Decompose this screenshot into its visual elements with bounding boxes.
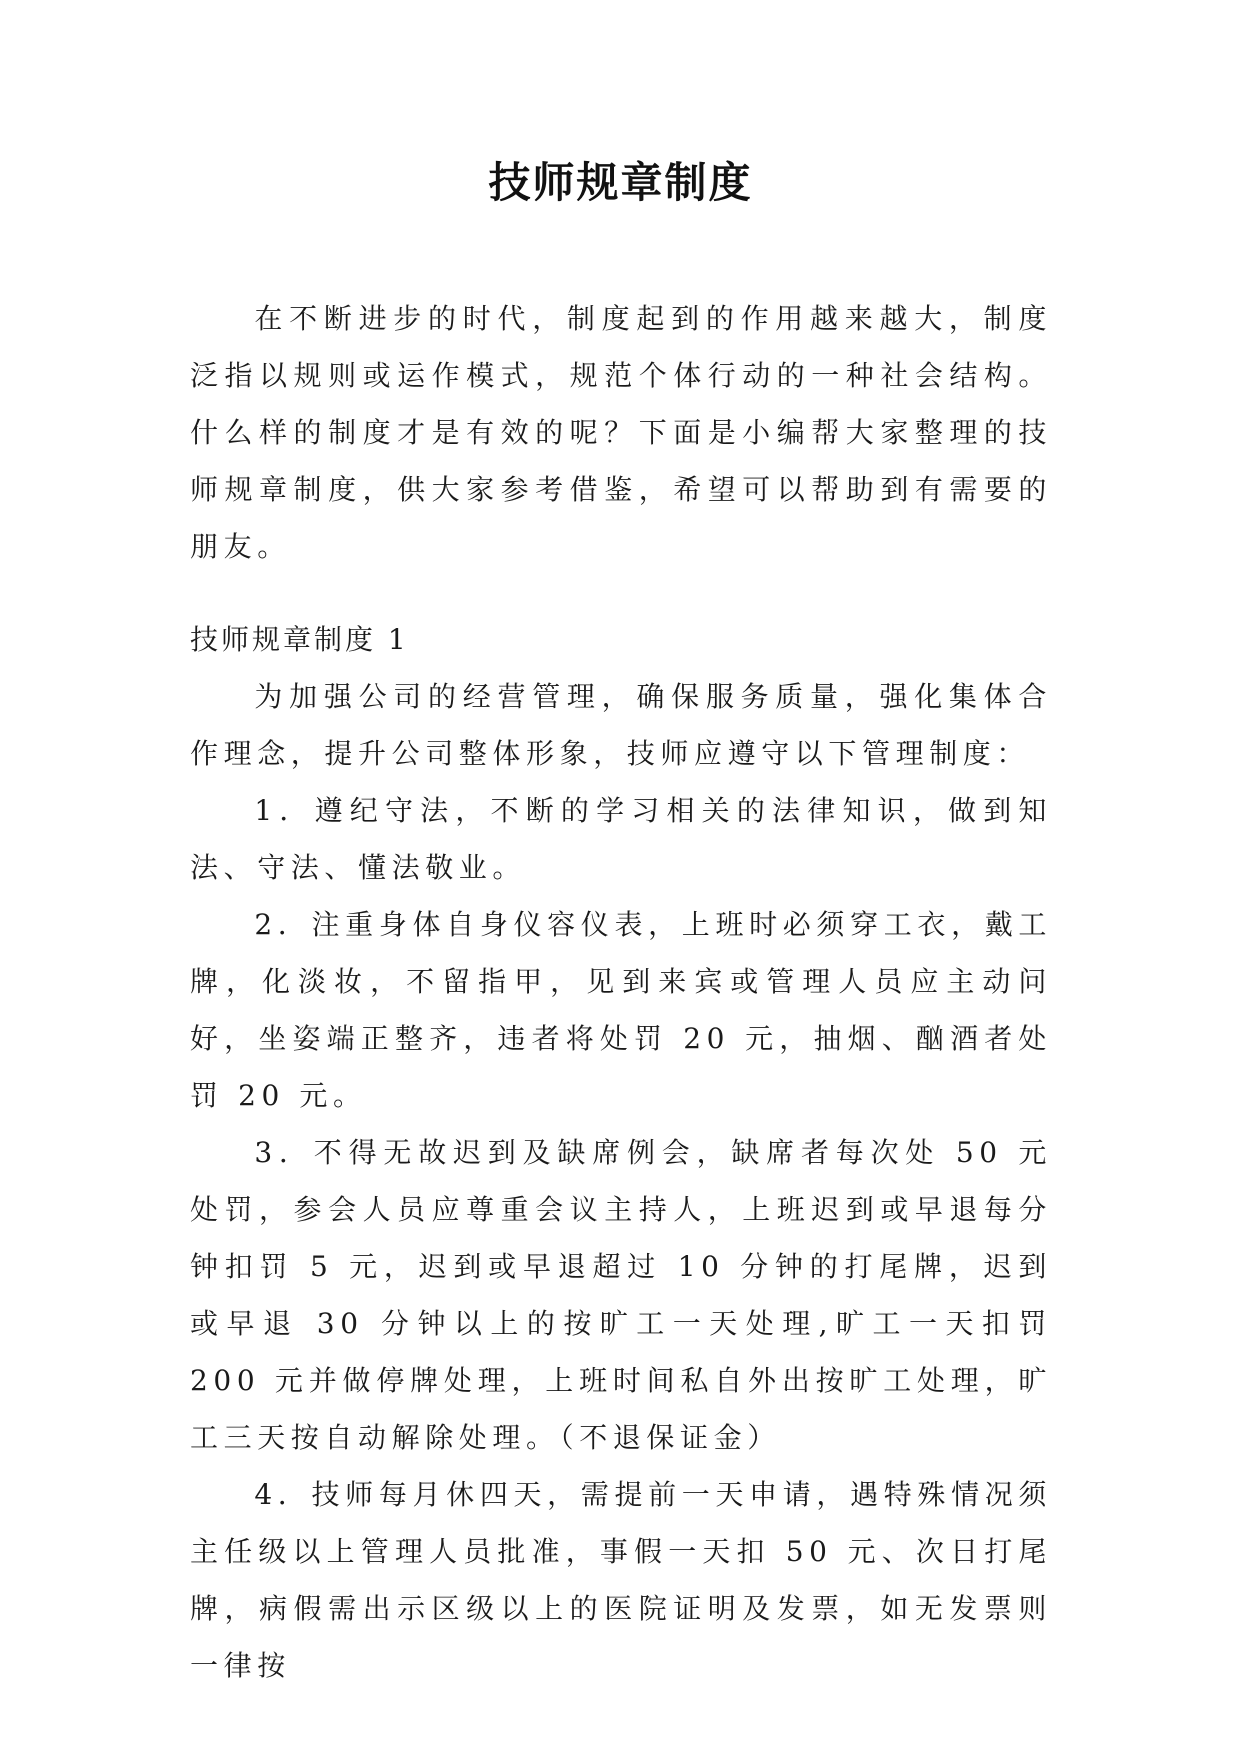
- rule-item-3: 3．不得无故迟到及缺席例会，缺席者每次处 50 元处罚，参会人员应尊重会议主持人，上班迟到或早退每分钟扣罚 5 元，迟到或早退超过 10 分钟的打尾牌，迟到或早退 30 分钟以上的按旷工一天处理,旷工一天扣罚 200 元并做停牌处理，上班时间私自外出按旷工处理，旷工三天按自动解除处理。（不退保证金）: [190, 1136, 1052, 1454]
- rule-item-2: 2．注重身体自身仪容仪表，上班时必须穿工衣，戴工牌，化淡妆，不留指甲，见到来宾或管理人员应主动问好，坐姿端正整齐，违者将处罚 20 元，抽烟、酗酒者处罚 20 元。: [190, 908, 1052, 1112]
- rules-list: [190, 782, 1052, 1694]
- section-intro-paragraph: 为加强公司的经营管理，确保服务质量，强化集体合作理念，提升公司整体形象，技师应遵守以下管理制度：: [190, 680, 1052, 770]
- section-heading: 技师规章制度 1: [190, 623, 409, 656]
- rule-item-1: 1．遵纪守法，不断的学习相关的法律知识，做到知法、守法、懂法敬业。: [190, 794, 1052, 884]
- spacer: [190, 575, 1052, 611]
- document-title: 技师规章制度: [488, 158, 753, 207]
- intro-paragraph: 在不断进步的时代，制度起到的作用越来越大，制度泛指以规则或运作模式，规范个体行动的一种社会结构。什么样的制度才是有效的呢？下面是小编帮大家整理的技师规章制度，供大家参考借鉴，希望可以帮助到有需要的朋友。: [190, 302, 1052, 563]
- document-body: [190, 290, 1052, 1694]
- rule-item-4: 4．技师每月休四天，需提前一天申请，遇特殊情况须主任级以上管理人员批准，事假一天扣 50 元、次日打尾牌，病假需出示区级以上的医院证明及发票，如无发票则一律按: [190, 1478, 1052, 1682]
